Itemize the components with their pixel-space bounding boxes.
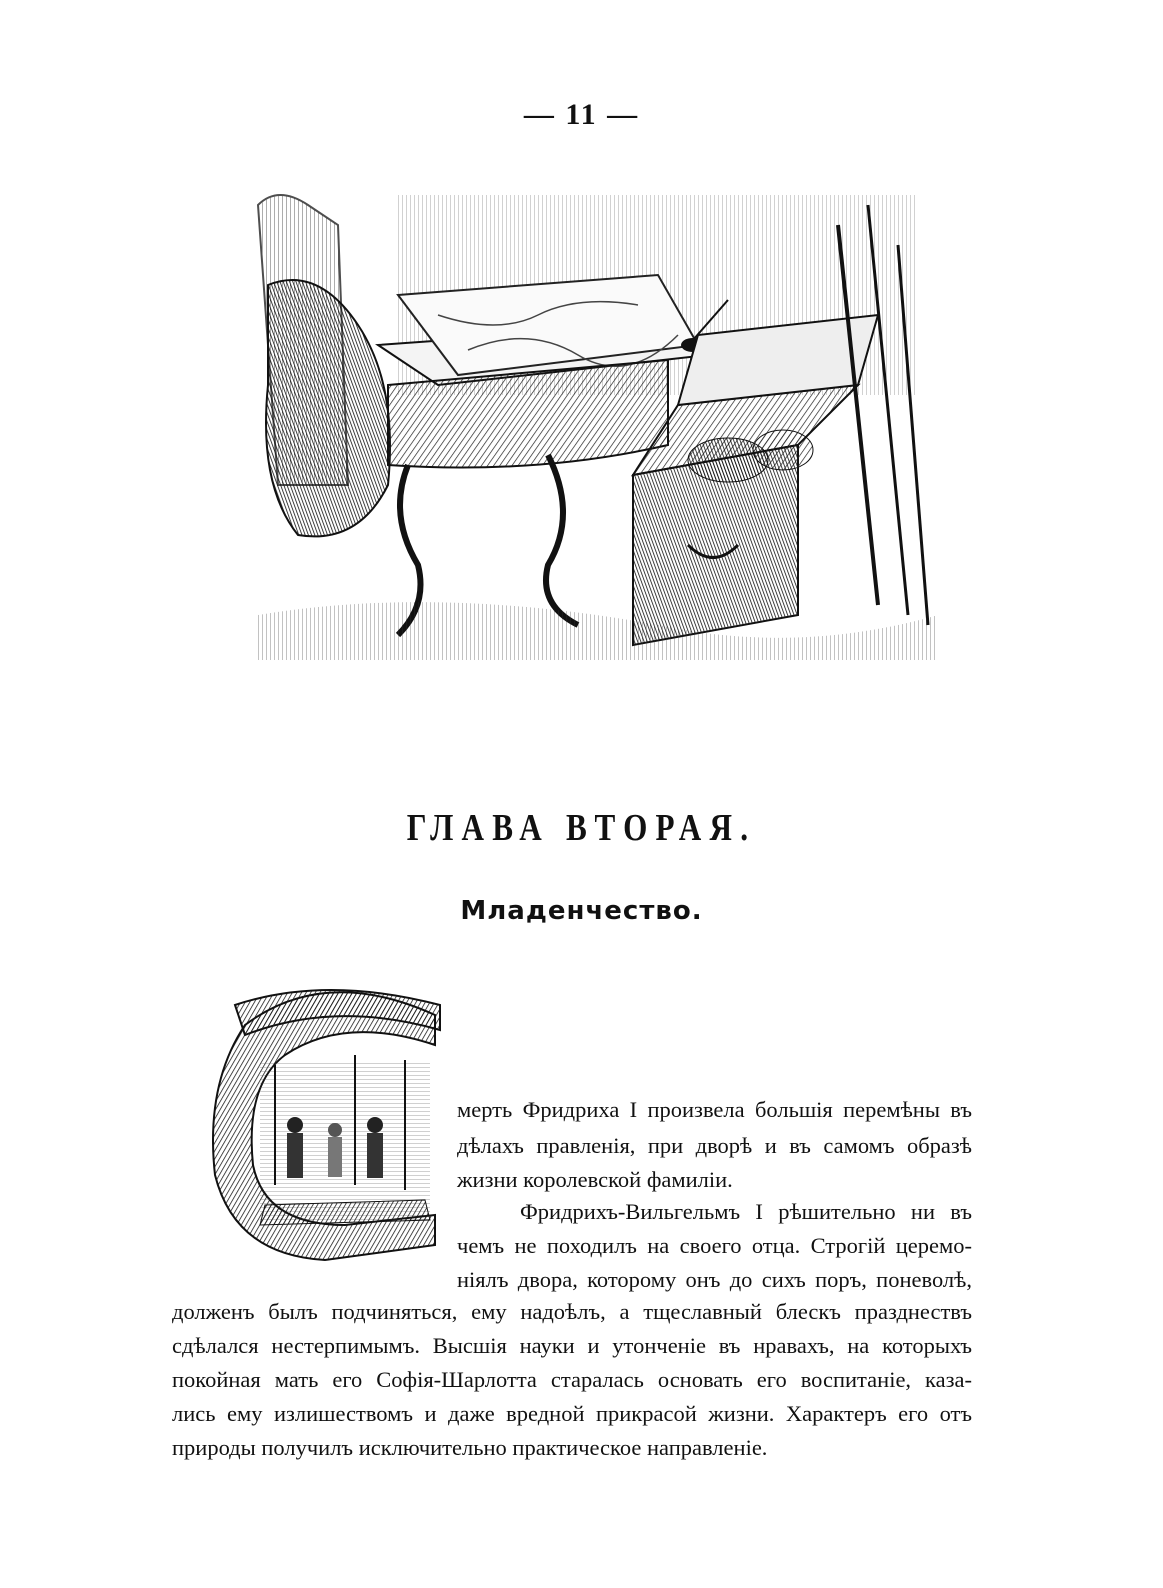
chapter-subtitle: Младенчество. bbox=[460, 896, 703, 926]
body-text-line-2: дѣлахъ правленія, при дворѣ и въ самомъ образѣ bbox=[457, 1133, 972, 1158]
body-text-line-1: мерть Фридриха I произвела большія перемѣны въ bbox=[457, 1097, 972, 1122]
page-number: — 11 — bbox=[523, 98, 640, 131]
engraving-initial-letter-c-icon bbox=[205, 975, 445, 1265]
body-text-line-11: природы получилъ исключительно практическое направленіе. bbox=[172, 1435, 768, 1460]
body-text-line-10: лись ему излишествомъ и даже вредной прикрасой жизни. Характеръ его отъ bbox=[172, 1401, 972, 1426]
body-text-line-9: покойная мать его Софія-Шарлотта старалась основать его воспитаніе, каза- bbox=[172, 1367, 972, 1392]
chapter-title: ГЛАВА ВТОРАЯ. bbox=[406, 807, 757, 849]
engraving-table-chest-icon bbox=[238, 185, 942, 665]
initial-engraving-svg bbox=[205, 975, 445, 1265]
body-text-line-7: долженъ былъ подчиняться, ему надоѣлъ, а тщеславный блескъ празднествъ bbox=[172, 1299, 972, 1324]
body-text-line-6: ніялъ двора, которому онъ до сихъ поръ, поневолѣ, bbox=[457, 1267, 972, 1292]
body-text-line-3: жизни королевской фамиліи. bbox=[457, 1167, 733, 1192]
body-text-line-5: чемъ не походилъ на своего отца. Строгій церемо- bbox=[457, 1233, 972, 1258]
body-text-line-4: Фридрихъ-Вильгельмъ I рѣшительно ни въ bbox=[520, 1199, 972, 1224]
body-text-line-8: сдѣлался нестерпимымъ. Высшія науки и утонченіе въ нравахъ, на которыхъ bbox=[172, 1333, 972, 1358]
top-engraving-svg bbox=[238, 185, 942, 665]
